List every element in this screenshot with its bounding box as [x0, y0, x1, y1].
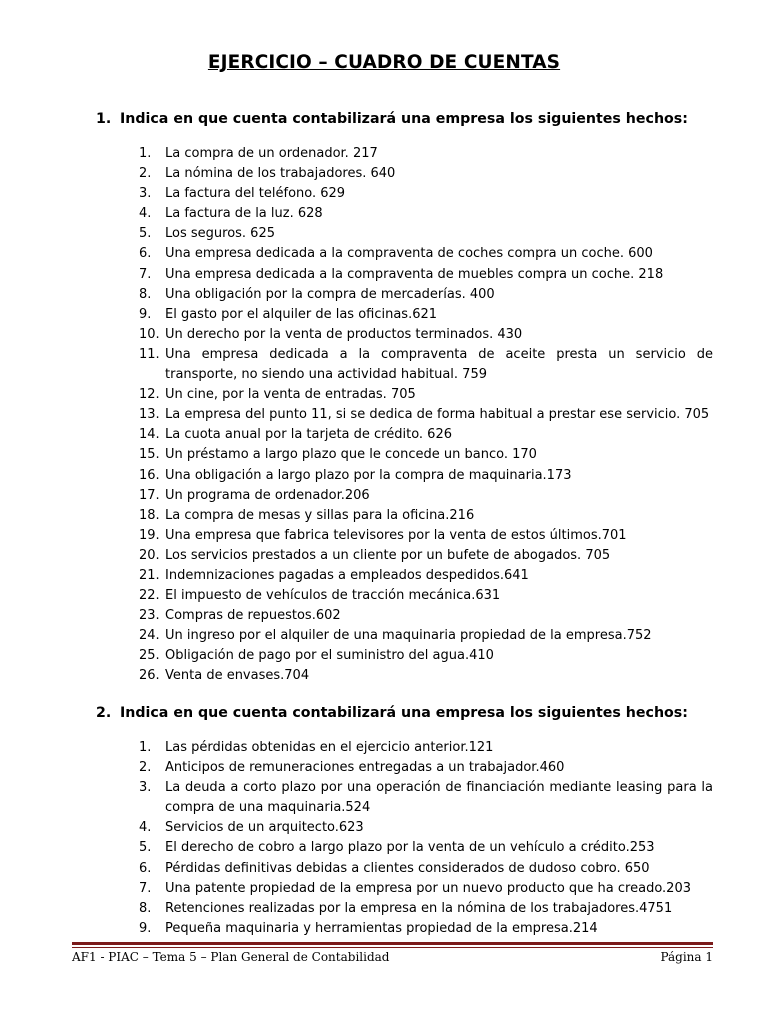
list-item [139, 646, 713, 666]
list-item [139, 466, 713, 486]
list-item [139, 325, 713, 345]
footer-rule-thin [72, 947, 713, 948]
section-1-number: 1. [96, 111, 112, 127]
list-item [139, 818, 713, 838]
section-2-list [139, 738, 713, 939]
list-item-text: Una obligación por la compra de mercaderías. 400 [165, 286, 495, 302]
section-2-number: 2. [96, 705, 112, 721]
list-item [139, 224, 713, 244]
list-item-number: 23. [139, 608, 160, 624]
list-item-number: 26. [139, 668, 160, 684]
list-item [139, 144, 713, 164]
list-item [139, 345, 713, 385]
list-item-text: La compra de un ordenador. 217 [165, 146, 378, 161]
list-item [139, 204, 713, 224]
list-item-text: Venta de envases.704 [165, 668, 310, 684]
list-item [139, 546, 713, 566]
list-item [139, 486, 713, 506]
list-item-number: 13. [139, 407, 160, 423]
list-item-text: Indemnizaciones pagadas a empleados despedidos.641 [165, 567, 529, 583]
list-item-text: Una patente propiedad de la empresa por un nuevo producto que ha creado.203 [165, 880, 691, 896]
list-item [139, 425, 713, 445]
list-item-text: Un ingreso por el alquiler de una maquinaria propiedad de la empresa.752 [165, 628, 652, 644]
list-item-number: 25. [139, 648, 160, 664]
list-item-text: Una empresa dedicada a la compraventa de aceite presta un servicio de transporte, no siendo una actividad habitual. 759 [165, 346, 713, 383]
list-item [139, 666, 713, 686]
list-item [139, 385, 713, 405]
list-item-number: 7. [139, 880, 152, 896]
footer-page-number: Página 1 [660, 950, 713, 964]
list-item-text: La factura de la luz. 628 [165, 206, 323, 222]
list-item [139, 305, 713, 325]
list-item-number: 9. [139, 920, 152, 936]
list-item-text: Una empresa dedicada a la compraventa de coches compra un coche. 600 [165, 246, 653, 262]
list-item [139, 838, 713, 858]
list-item [139, 606, 713, 626]
list-item-text: Un cine, por la venta de entradas. 705 [165, 387, 416, 403]
list-item [139, 184, 713, 204]
list-item-number: 8. [139, 900, 152, 916]
list-item-number: 6. [139, 246, 152, 262]
list-item [139, 778, 713, 818]
list-item-text: Los servicios prestados a un cliente por un bufete de abogados. 705 [165, 547, 611, 563]
list-item-number: 7. [139, 266, 152, 282]
list-item-number: 18. [139, 507, 160, 523]
section-2-heading [96, 705, 688, 721]
list-item-number: 11. [139, 346, 160, 362]
list-item-number: 12. [139, 387, 160, 403]
list-item-number: 3. [139, 780, 152, 796]
list-item-number: 4. [139, 820, 152, 836]
list-item-text: Una empresa que fabrica televisores por la venta de estos últimos.701 [165, 527, 627, 543]
list-item-text: Un derecho por la venta de productos terminados. 430 [165, 326, 523, 342]
footer-left-text: AF1 - PIAC – Tema 5 – Plan General de Contabilidad [72, 950, 390, 964]
list-item-text: La empresa del punto 11, si se dedica de forma habitual a prestar ese servicio. 705 [165, 407, 710, 423]
list-item-number: 24. [139, 628, 160, 644]
list-item [139, 405, 713, 425]
list-item-number: 16. [139, 467, 160, 483]
list-item-number: 15. [139, 447, 160, 463]
list-item [139, 919, 713, 939]
list-item-text: Obligación de pago por el suministro del agua.410 [165, 648, 494, 664]
list-item-text: Las pérdidas obtenidas en el ejercicio anterior.121 [165, 740, 494, 755]
list-item-number: 3. [139, 186, 152, 202]
footer-rule-thick [72, 942, 713, 945]
list-item-number: 2. [139, 166, 152, 182]
list-item-text: El impuesto de vehículos de tracción mecánica.631 [165, 588, 501, 604]
list-item-text: La deuda a corto plazo por una operación de financiación mediante leasing para la compra de una maquinaria.524 [165, 780, 713, 816]
list-item-text: Anticipos de remuneraciones entregadas a un trabajador.460 [165, 760, 565, 776]
list-item-text: Pequeña maquinaria y herramientas propiedad de la empresa.214 [165, 920, 598, 936]
list-item [139, 899, 713, 919]
list-item-text: Retenciones realizadas por la empresa en la nómina de los trabajadores.4751 [165, 900, 673, 916]
list-item-number: 5. [139, 840, 152, 856]
list-item-text: Un préstamo a largo plazo que le concede un banco. 170 [165, 447, 537, 463]
list-item-number: 6. [139, 860, 152, 876]
list-item-text: Un programa de ordenador.206 [165, 487, 370, 503]
section-2-heading-text: Indica en que cuenta contabilizará una empresa los siguientes hechos: [120, 705, 688, 721]
list-item-text: Una obligación a largo plazo por la compra de maquinaria.173 [165, 467, 572, 483]
list-item [139, 265, 713, 285]
list-item [139, 738, 713, 758]
list-item-number: 5. [139, 226, 152, 242]
list-item [139, 626, 713, 646]
list-item-number: 2. [139, 760, 152, 776]
list-item-text: Pérdidas definitivas debidas a clientes considerados de dudoso cobro. 650 [165, 860, 650, 876]
list-item-number: 9. [139, 306, 152, 322]
list-item [139, 445, 713, 465]
list-item-number: 19. [139, 527, 160, 543]
list-item-number: 14. [139, 427, 160, 443]
list-item [139, 506, 713, 526]
list-item [139, 879, 713, 899]
page-footer [72, 950, 713, 964]
list-item [139, 758, 713, 778]
section-1-heading [96, 111, 688, 127]
section-1-heading-text: Indica en que cuenta contabilizará una empresa los siguientes hechos: [120, 111, 688, 127]
list-item-number: 1. [139, 146, 152, 161]
list-item-text: La factura del teléfono. 629 [165, 186, 346, 202]
list-item-text: Servicios de un arquitecto.623 [165, 820, 364, 836]
list-item-text: Compras de repuestos.602 [165, 608, 341, 624]
list-item-number: 20. [139, 547, 160, 563]
list-item-number: 22. [139, 588, 160, 604]
list-item-number: 21. [139, 567, 160, 583]
list-item-text: La cuota anual por la tarjeta de crédito. 626 [165, 427, 452, 443]
list-item [139, 859, 713, 879]
list-item-number: 1. [139, 740, 152, 755]
list-item [139, 586, 713, 606]
list-item-number: 8. [139, 286, 152, 302]
list-item-text: Una empresa dedicada a la compraventa de muebles compra un coche. 218 [165, 266, 664, 282]
list-item [139, 566, 713, 586]
section-1-list [139, 144, 713, 687]
list-item-text: La compra de mesas y sillas para la oficina.216 [165, 507, 475, 523]
list-item-text: El derecho de cobro a largo plazo por la venta de un vehículo a crédito.253 [165, 840, 655, 856]
list-item [139, 244, 713, 264]
list-item-text: La nómina de los trabajadores. 640 [165, 166, 396, 182]
list-item [139, 164, 713, 184]
list-item-number: 4. [139, 206, 152, 222]
list-item [139, 526, 713, 546]
list-item-number: 17. [139, 487, 160, 503]
list-item-number: 10. [139, 326, 160, 342]
list-item-text: Los seguros. 625 [165, 226, 275, 242]
list-item-text: El gasto por el alquiler de las oficinas.621 [165, 306, 438, 322]
page-title: EJERCICIO – CUADRO DE CUENTAS [207, 52, 561, 73]
list-item [139, 285, 713, 305]
